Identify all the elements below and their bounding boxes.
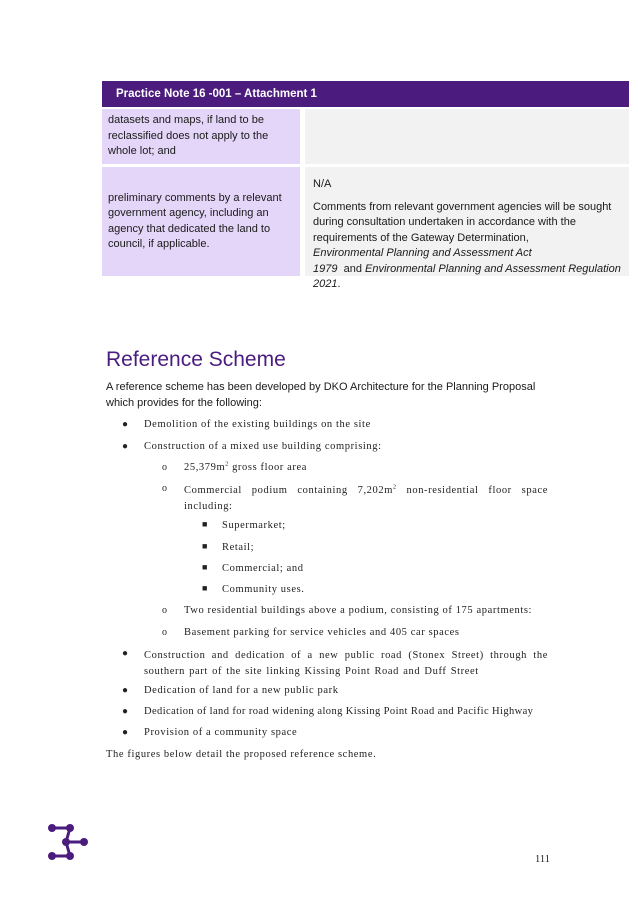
response-text (313, 200, 621, 293)
regulation-title: Environmental Planning and Assessment Regulation 2021 (313, 262, 621, 290)
podium-text-cont: non-residential floor space including: (184, 485, 548, 512)
list-item-text: Basement parking for service vehicles and 405 car spaces (184, 627, 460, 638)
gfa-label: gross floor area (228, 462, 307, 473)
gfa-value: 25,379m (184, 462, 226, 473)
square-bullet-icon: ■ (202, 583, 209, 593)
list-item (122, 648, 548, 680)
list-item-text: Construction and dedication of a new public road (Stonex Street) through the southern part of the site linking Kissing Point Road and Duff Street (144, 650, 548, 677)
table-cell-response (305, 167, 629, 290)
table-header: Practice Note 16 -001 – Attachment 1 (102, 81, 629, 107)
list-item-text: Community uses. (222, 584, 305, 595)
list-item-text (184, 483, 548, 515)
list-item-text (184, 462, 307, 473)
table-row (102, 167, 629, 290)
list-item (162, 483, 548, 515)
full-stop: . (337, 278, 341, 290)
square-bullet-icon: ■ (202, 519, 209, 529)
bullet-icon: ● (122, 419, 129, 430)
bullet-icon: ● (122, 441, 129, 452)
podium-text: Commercial podium containing 7,202m (184, 485, 393, 496)
table-cell-response (305, 109, 629, 164)
list-item-text: Two residential buildings above a podium, consisting of 175 apartments: (184, 605, 533, 616)
response-text-main: Comments from relevant government agencies will be sought during consultation undertaken in accordance with the requirements of the Gateway Determination, (313, 200, 612, 244)
page-number: 111 (535, 854, 550, 865)
bullet-icon: ● (122, 648, 129, 659)
list-item-text: Supermarket; (222, 520, 286, 531)
bullet-icon: ● (122, 706, 129, 717)
bullet-icon: ● (122, 685, 129, 696)
circle-bullet-icon: o (162, 462, 168, 473)
circle-bullet-icon: o (162, 483, 168, 494)
list-item-text: Dedication of land for a new public park (144, 685, 339, 696)
list-item-text: Demolition of the existing buildings on the site (144, 419, 371, 430)
intro-paragraph: A reference scheme has been developed by DKO Architecture for the Planning Proposal which provides for the following: (106, 381, 536, 409)
section-heading: Reference Scheme (106, 348, 286, 371)
act-title: Environmental Planning and Assessment Act 1979 (313, 247, 532, 275)
table-row (102, 109, 629, 164)
closing-paragraph: The figures below detail the proposed reference scheme. (106, 749, 377, 760)
table-cell-requirement: datasets and maps, if land to be reclassified does not apply to the whole lot; and (102, 109, 300, 164)
conjunction: and (343, 262, 362, 275)
circle-bullet-icon: o (162, 605, 168, 616)
bullet-icon: ● (122, 727, 129, 738)
requirement-text: preliminary comments by a relevant government agency, including an agency that dedicated the land to council, if applicable. (108, 191, 282, 250)
square-bullet-icon: ■ (202, 562, 209, 572)
list-item-text: Dedication of land for road widening along Kissing Point Road and Pacific Highway (144, 706, 534, 717)
unit-superscript: 2 (392, 484, 397, 491)
list-item-text: Construction of a mixed use building comprising: (144, 441, 382, 452)
unit-superscript: 2 (225, 461, 229, 468)
list-item-text: Commercial; and (222, 563, 304, 574)
list-item-text: Provision of a community space (144, 727, 298, 738)
practice-note-table (102, 81, 629, 290)
circle-bullet-icon: o (162, 627, 168, 638)
response-na: N/A (313, 178, 332, 190)
square-bullet-icon: ■ (202, 541, 209, 551)
table-cell-requirement (102, 167, 300, 276)
dko-logo-icon (46, 822, 90, 867)
list-item-text: Retail; (222, 542, 255, 553)
